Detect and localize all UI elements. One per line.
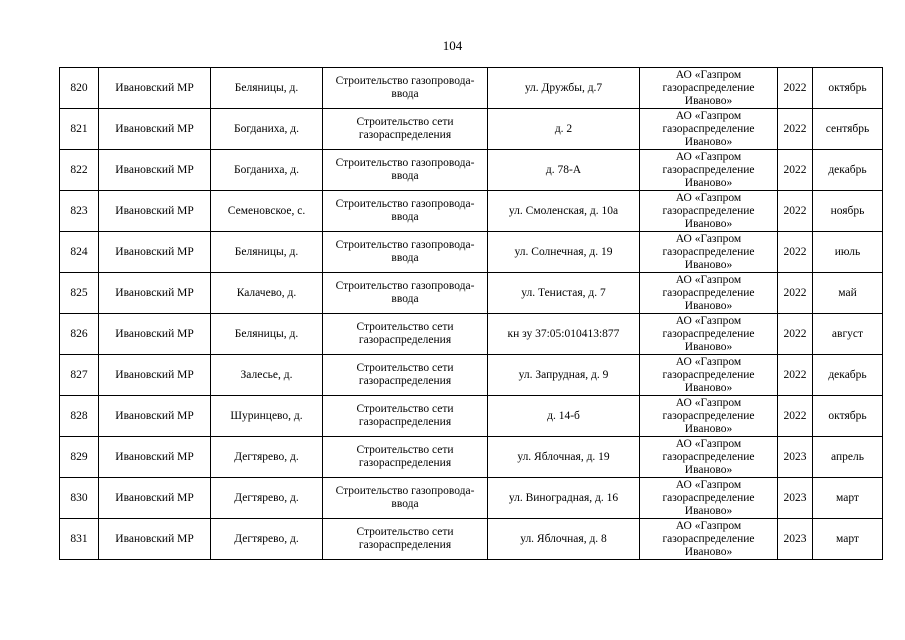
row-number-cell: 826 xyxy=(60,314,99,355)
organization-cell: АО «Газпром газораспределение Иваново» xyxy=(640,68,778,109)
row-number-cell: 829 xyxy=(60,437,99,478)
work-type-cell: Строительство газопровода-ввода xyxy=(323,68,488,109)
district-cell: Ивановский МР xyxy=(99,478,211,519)
year-cell: 2022 xyxy=(778,232,813,273)
address-cell: ул. Дружбы, д.7 xyxy=(488,68,640,109)
organization-cell: АО «Газпром газораспределение Иваново» xyxy=(640,314,778,355)
row-number-cell: 828 xyxy=(60,396,99,437)
work-type-cell: Строительство сети газораспределения xyxy=(323,314,488,355)
month-cell: июль xyxy=(813,232,883,273)
district-cell: Ивановский МР xyxy=(99,273,211,314)
work-type-cell: Строительство газопровода-ввода xyxy=(323,191,488,232)
organization-cell: АО «Газпром газораспределение Иваново» xyxy=(640,478,778,519)
month-cell: сентябрь xyxy=(813,109,883,150)
district-cell: Ивановский МР xyxy=(99,109,211,150)
address-cell: ул. Тенистая, д. 7 xyxy=(488,273,640,314)
locality-cell: Дегтярево, д. xyxy=(211,478,323,519)
district-cell: Ивановский МР xyxy=(99,232,211,273)
table-row xyxy=(60,519,883,560)
work-type-cell: Строительство сети газораспределения xyxy=(323,355,488,396)
table-row xyxy=(60,355,883,396)
table-row xyxy=(60,273,883,314)
table-row xyxy=(60,478,883,519)
gasification-table xyxy=(59,67,883,560)
month-cell: декабрь xyxy=(813,355,883,396)
district-cell: Ивановский МР xyxy=(99,68,211,109)
row-number-cell: 825 xyxy=(60,273,99,314)
work-type-cell: Строительство сети газораспределения xyxy=(323,109,488,150)
district-cell: Ивановский МР xyxy=(99,355,211,396)
table-body xyxy=(60,68,883,560)
locality-cell: Беляницы, д. xyxy=(211,314,323,355)
row-number-cell: 827 xyxy=(60,355,99,396)
organization-cell: АО «Газпром газораспределение Иваново» xyxy=(640,355,778,396)
row-number-cell: 824 xyxy=(60,232,99,273)
locality-cell: Богданиха, д. xyxy=(211,109,323,150)
month-cell: март xyxy=(813,519,883,560)
row-number-cell: 822 xyxy=(60,150,99,191)
month-cell: август xyxy=(813,314,883,355)
district-cell: Ивановский МР xyxy=(99,314,211,355)
address-cell: д. 78-А xyxy=(488,150,640,191)
table-row xyxy=(60,109,883,150)
district-cell: Ивановский МР xyxy=(99,437,211,478)
district-cell: Ивановский МР xyxy=(99,396,211,437)
month-cell: декабрь xyxy=(813,150,883,191)
organization-cell: АО «Газпром газораспределение Иваново» xyxy=(640,191,778,232)
organization-cell: АО «Газпром газораспределение Иваново» xyxy=(640,232,778,273)
address-cell: ул. Яблочная, д. 8 xyxy=(488,519,640,560)
address-cell: ул. Запрудная, д. 9 xyxy=(488,355,640,396)
organization-cell: АО «Газпром газораспределение Иваново» xyxy=(640,150,778,191)
locality-cell: Дегтярево, д. xyxy=(211,437,323,478)
locality-cell: Богданиха, д. xyxy=(211,150,323,191)
district-cell: Ивановский МР xyxy=(99,191,211,232)
year-cell: 2022 xyxy=(778,273,813,314)
organization-cell: АО «Газпром газораспределение Иваново» xyxy=(640,396,778,437)
locality-cell: Беляницы, д. xyxy=(211,68,323,109)
table-row xyxy=(60,437,883,478)
work-type-cell: Строительство газопровода-ввода xyxy=(323,150,488,191)
month-cell: май xyxy=(813,273,883,314)
year-cell: 2022 xyxy=(778,355,813,396)
work-type-cell: Строительство сети газораспределения xyxy=(323,396,488,437)
year-cell: 2022 xyxy=(778,314,813,355)
district-cell: Ивановский МР xyxy=(99,150,211,191)
row-number-cell: 823 xyxy=(60,191,99,232)
table-row xyxy=(60,396,883,437)
locality-cell: Залесье, д. xyxy=(211,355,323,396)
year-cell: 2022 xyxy=(778,68,813,109)
year-cell: 2022 xyxy=(778,191,813,232)
year-cell: 2023 xyxy=(778,437,813,478)
work-type-cell: Строительство газопровода-ввода xyxy=(323,232,488,273)
locality-cell: Калачево, д. xyxy=(211,273,323,314)
year-cell: 2022 xyxy=(778,150,813,191)
address-cell: д. 14-б xyxy=(488,396,640,437)
month-cell: октябрь xyxy=(813,68,883,109)
month-cell: март xyxy=(813,478,883,519)
address-cell: ул. Яблочная, д. 19 xyxy=(488,437,640,478)
work-type-cell: Строительство газопровода-ввода xyxy=(323,478,488,519)
row-number-cell: 830 xyxy=(60,478,99,519)
year-cell: 2023 xyxy=(778,478,813,519)
work-type-cell: Строительство газопровода-ввода xyxy=(323,273,488,314)
table-row xyxy=(60,314,883,355)
address-cell: ул. Солнечная, д. 19 xyxy=(488,232,640,273)
locality-cell: Семеновское, с. xyxy=(211,191,323,232)
locality-cell: Шуринцево, д. xyxy=(211,396,323,437)
month-cell: апрель xyxy=(813,437,883,478)
table-row xyxy=(60,68,883,109)
row-number-cell: 820 xyxy=(60,68,99,109)
organization-cell: АО «Газпром газораспределение Иваново» xyxy=(640,519,778,560)
locality-cell: Дегтярево, д. xyxy=(211,519,323,560)
table-row xyxy=(60,232,883,273)
table-row xyxy=(60,150,883,191)
address-cell: кн зу 37:05:010413:877 xyxy=(488,314,640,355)
year-cell: 2022 xyxy=(778,396,813,437)
organization-cell: АО «Газпром газораспределение Иваново» xyxy=(640,273,778,314)
month-cell: ноябрь xyxy=(813,191,883,232)
address-cell: ул. Виноградная, д. 16 xyxy=(488,478,640,519)
year-cell: 2022 xyxy=(778,109,813,150)
organization-cell: АО «Газпром газораспределение Иваново» xyxy=(640,109,778,150)
district-cell: Ивановский МР xyxy=(99,519,211,560)
table-row xyxy=(60,191,883,232)
organization-cell: АО «Газпром газораспределение Иваново» xyxy=(640,437,778,478)
work-type-cell: Строительство сети газораспределения xyxy=(323,519,488,560)
address-cell: ул. Смоленская, д. 10а xyxy=(488,191,640,232)
month-cell: октябрь xyxy=(813,396,883,437)
year-cell: 2023 xyxy=(778,519,813,560)
page-number: 104 xyxy=(442,38,463,53)
locality-cell: Беляницы, д. xyxy=(211,232,323,273)
address-cell: д. 2 xyxy=(488,109,640,150)
work-type-cell: Строительство сети газораспределения xyxy=(323,437,488,478)
row-number-cell: 821 xyxy=(60,109,99,150)
row-number-cell: 831 xyxy=(60,519,99,560)
